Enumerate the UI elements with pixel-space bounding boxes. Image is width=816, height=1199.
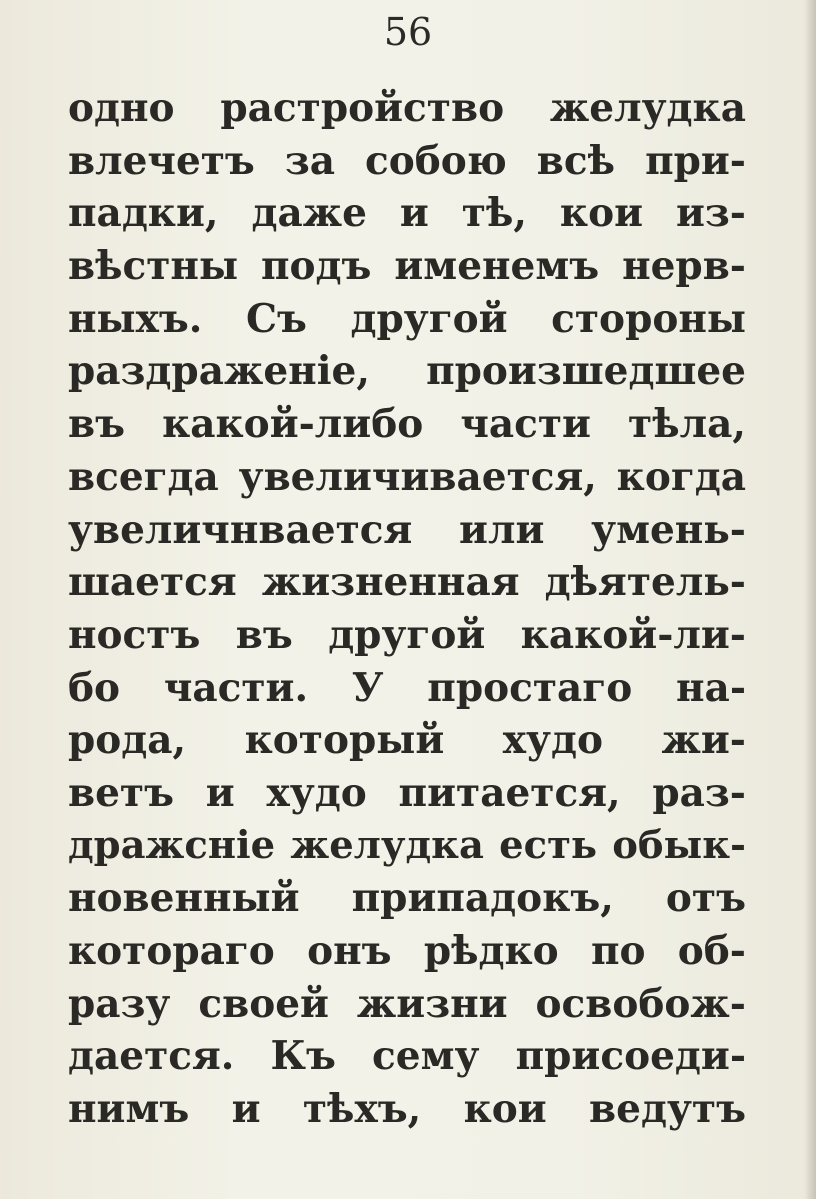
text-line: ветъ и худо питается, раз-: [68, 769, 746, 816]
text-line: ныхъ. Съ другой стороны: [68, 295, 746, 342]
text-line: котораго онъ рѣдко по об-: [68, 928, 746, 974]
text-line: разу своей жизни освобож-: [68, 980, 746, 1027]
page-edge-shadow: [804, 0, 816, 1199]
body-text: [68, 82, 746, 1136]
text-line: падки, даже и тѣ, кои из-: [68, 190, 746, 237]
text-line: дается. Къ сему присоеди-: [68, 1033, 746, 1080]
text-line: вѣстны подъ именемъ нерв-: [68, 243, 746, 290]
text-line: всегда увеличивается, когда: [68, 453, 746, 500]
text-line: рода, который худо жи-: [68, 717, 746, 764]
page-number: 56: [383, 10, 433, 54]
text-line: увеличнвается или умень-: [68, 506, 746, 553]
text-line: влечетъ за собою всѣ при-: [68, 137, 746, 184]
text-line: ностъ въ другой какой-ли-: [68, 611, 746, 658]
text-line: дражсніе желудка есть обык-: [68, 822, 746, 868]
text-line: раздраженіе, произшедшее: [68, 348, 746, 395]
text-line: шается жизненная дѣятель-: [68, 559, 746, 606]
text-line: новенный припадокъ, отъ: [68, 875, 746, 922]
text-line: въ какой-либо части тѣла,: [68, 401, 746, 448]
text-line: одно растройство желудка: [68, 85, 746, 131]
text-line: нимъ и тѣхъ, кои ведутъ: [68, 1086, 746, 1133]
text-line: бо части. У простаго на-: [68, 664, 746, 711]
